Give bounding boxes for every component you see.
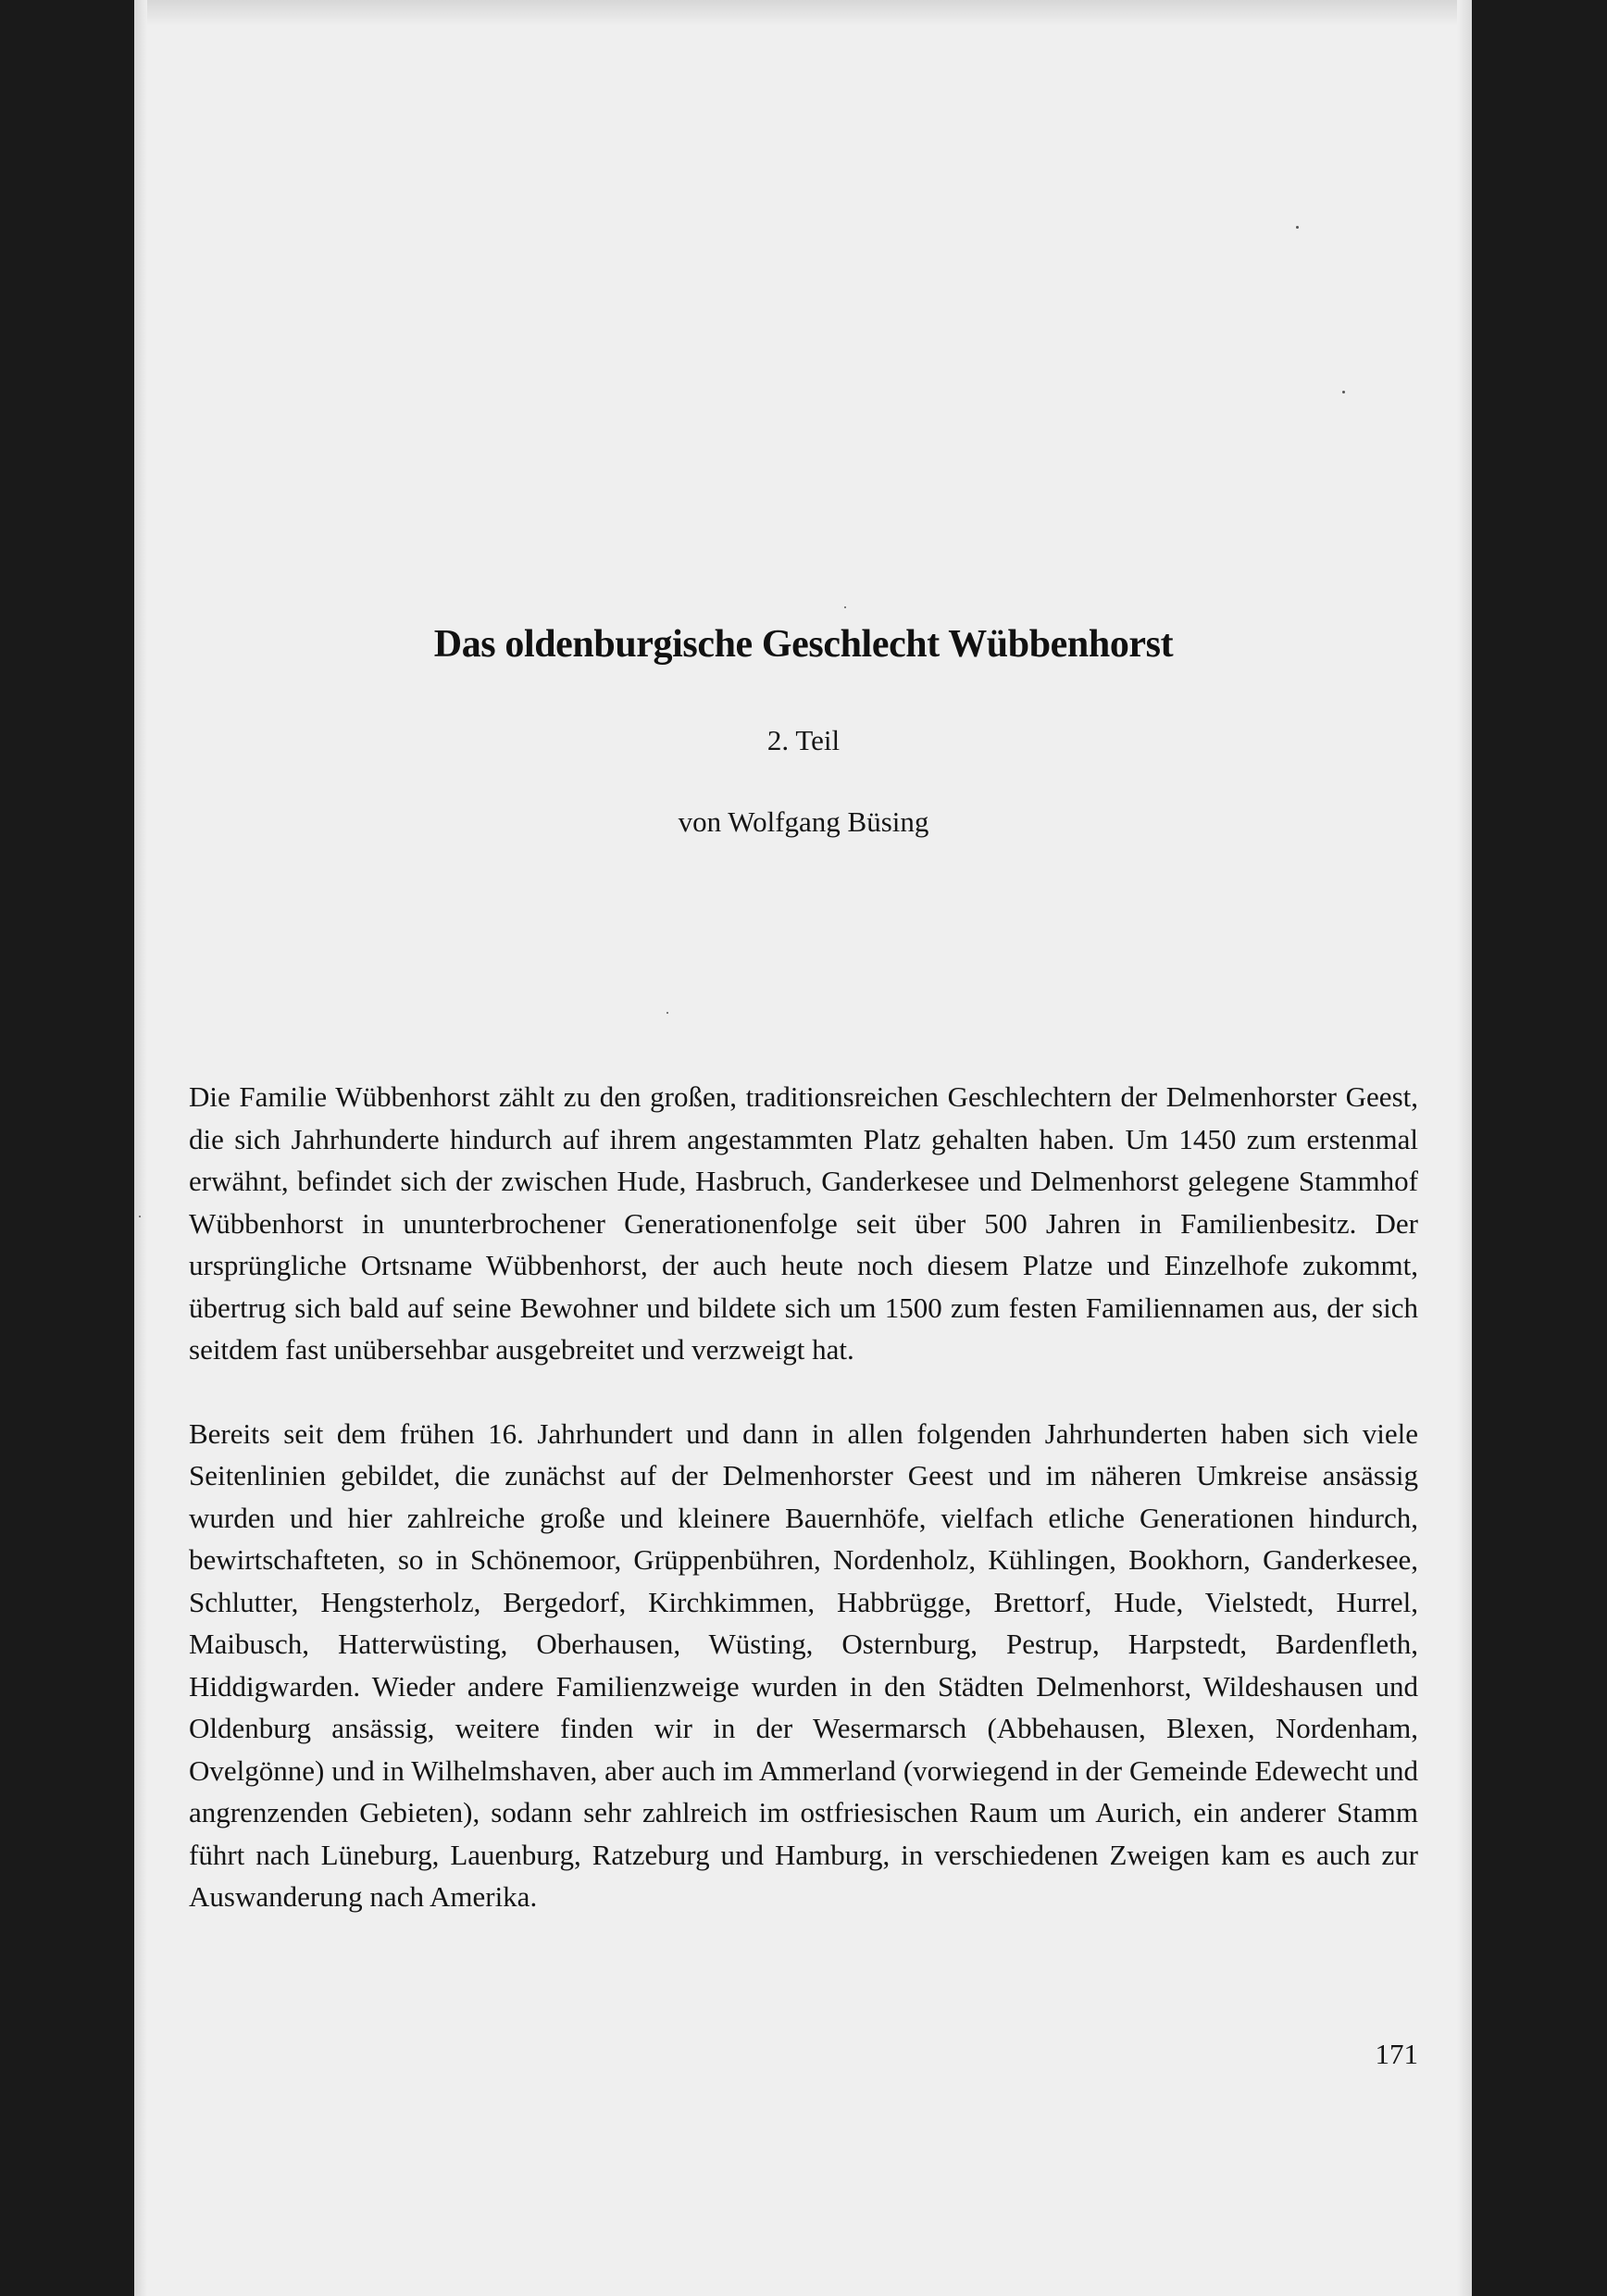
- article-title: Das oldenburgische Geschlecht Wübbenhorst: [433, 623, 1174, 666]
- page-number: 171: [1375, 2038, 1418, 2070]
- article-author: von Wolfgang Büsing: [678, 805, 929, 838]
- body-paragraph: Bereits seit dem frühen 16. Jahrhundert und dann in allen folgenden Jahrhunderten haben sich viele Seitenlinien gebildet, die zunächst auf der Delmenhorster Geest und im näheren Umkreise ansässig wurden und hier zahlreiche große und kleinere Bauernhöfe, vielfach etliche Generationen hindurch, bewirtschafteten, so in Schönemoor, Grüppenbühren, Nordenholz, Kühlingen, Bookhorn, Ganderkesee, Schlutter, Hengsterholz, Bergedorf, Kirchkimmen, Habbrügge, Brettorf, Hude, Vielstedt, Hurrel, Maibusch, Hatterwüsting, Oberhausen, Wüsting, Osternburg, Pestrup, Harpstedt, Bardenfleth, Hiddigwarden. Wieder andere Familienzweige wurden in den Städten Delmenhorst, Wildeshausen und Oldenburg ansässig, weitere finden wir in der Wesermarsch (Abbehausen, Blexen, Nordenham, Ovelgönne) und in Wilhelmshaven, aber auch im Ammerland (vorwiegend in der Gemeinde Edewecht und angrenzenden Gebieten), sodann sehr zahlreich im ostfriesischen Raum um Aurich, ein anderer Stamm führt nach Lüneburg, Lauenburg, Ratzeburg und Hamburg, in verschiedenen Zweigen kam es auch zur Auswanderung nach Amerika.: [189, 1416, 1418, 1913]
- article-part: 2. Teil: [766, 724, 841, 756]
- scan-shadow-right: [1457, 0, 1472, 2296]
- scan-speck: [844, 606, 846, 608]
- scan-shadow-left: [134, 0, 147, 2296]
- scan-speck: [139, 1216, 141, 1217]
- body-paragraph: Die Familie Wübbenhorst zählt zu den großen, traditionsreichen Geschlechtern der Delmenhorster Geest, die sich Jahrhunderte hindurch auf ihrem angestammten Platz gehalten haben. Um 1450 zum erstenmal erwähnt, befindet sich der zwischen Hude, Hasbruch, Ganderkesee und Delmenhorst gelegene Stammhof Wübbenhorst in ununterbrochener Generationenfolge seit über 500 Jahren in Familienbesitz. Der ursprüngliche Ortsname Wübbenhorst, der auch heute noch diesem Platze und Einzelhofe zukommt, übertrug sich bald auf seine Bewohner und bildete sich um 1500 zum festen Familiennamen aus, der sich seitdem fast unübersehbar ausgebreitet und verzweigt hat.: [189, 1080, 1418, 1366]
- scan-speck: [1342, 391, 1345, 393]
- article-body: [189, 1076, 1418, 1918]
- scan-speck: [1296, 226, 1299, 229]
- scan-shadow-top: [134, 0, 1472, 26]
- scan-speck: [666, 1012, 668, 1014]
